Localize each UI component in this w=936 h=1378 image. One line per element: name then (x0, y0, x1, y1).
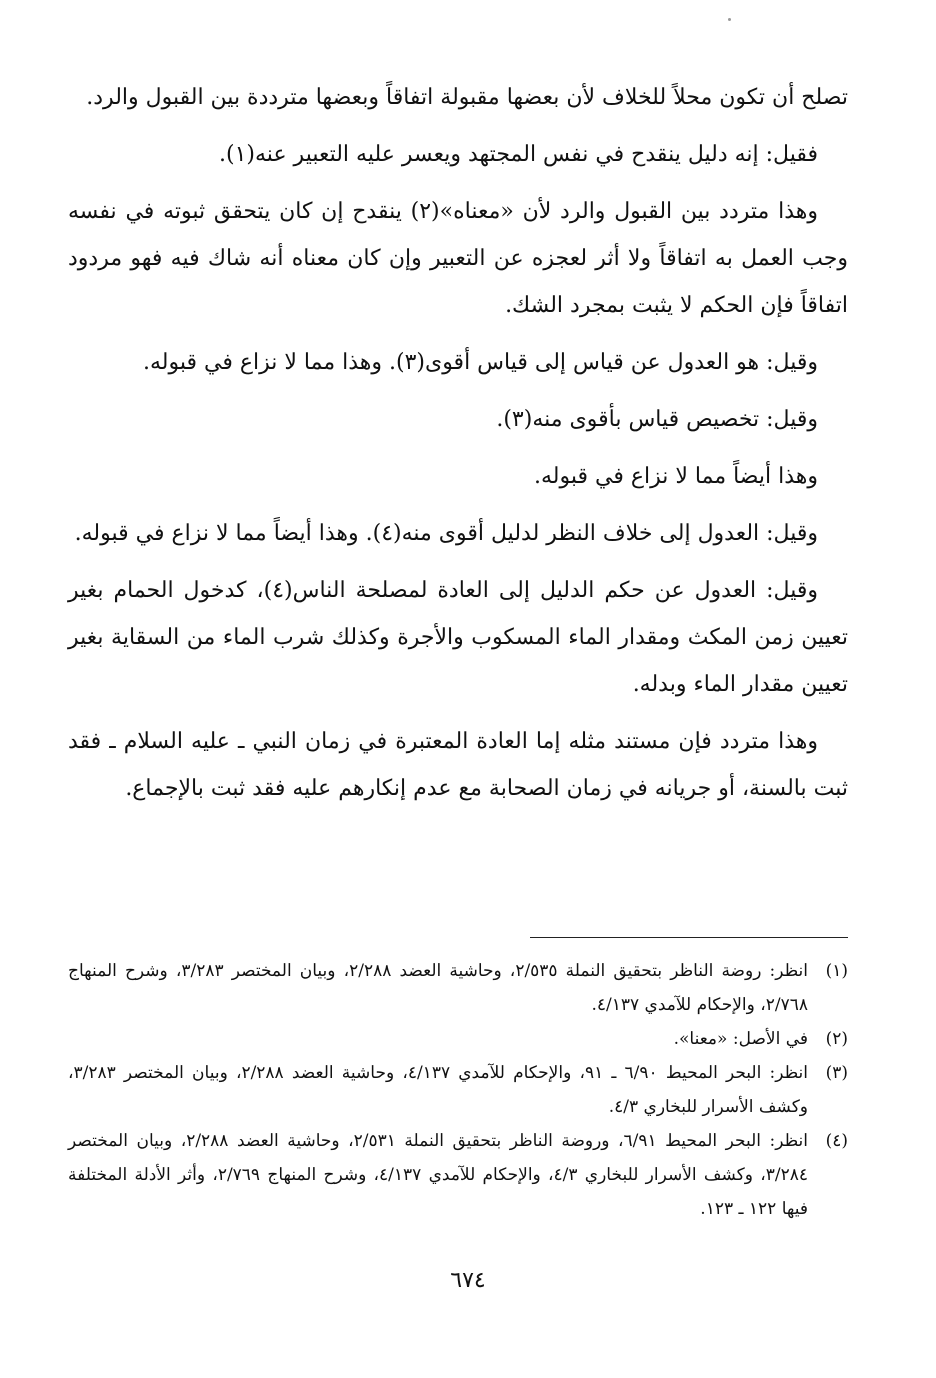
footnote-number: (٤) (825, 1131, 848, 1151)
footnote (68, 1056, 848, 1124)
paragraph-istihsan-definition-1: فقيل: إنه دليل ينقدح في نفس المجتهد ويعسر عليه التعبير عنه(١). (219, 142, 818, 167)
scan-speck (728, 18, 731, 21)
footnotes (68, 954, 848, 1226)
paragraph-continuation: تصلح أن تكون محلاً للخلاف لأن بعضها مقبولة اتفاقاً وبعضها مترددة بين القبول والرد. (86, 85, 848, 110)
footnote-number: (٣) (825, 1063, 848, 1083)
paragraph-istihsan-definition-5: وقيل: العدول عن حكم الدليل إلى العادة لمصلحة الناس(٤)، كدخول الحمام بغير تعيين زمن المكث ومقدار الماء المسكوب والأجرة وكذلك شرب الماء من السقاية بغير تعيين مقدار الماء وبدله. (68, 578, 848, 697)
footnote-text: انظر: روضة الناظر بتحقيق النملة ٢/٥٣٥، وحاشية العضد ٢/٢٨٨، وبيان المختصر ٣/٢٨٣، وشرح المنهاج ٢/٧٦٨، والإحكام للآمدي ٤/١٣٧. (68, 961, 809, 1015)
paragraph-critique-3: وهذا أيضاً مما لا نزاع في قبوله. (534, 464, 818, 489)
footnote (68, 954, 848, 1022)
page-number: ٦٧٤ (450, 1268, 486, 1293)
paragraph-critique-5: وهذا متردد فإن مستند مثله إما العادة المعتبرة في زمان النبي ـ عليه السلام ـ فقد ثبت بالسنة، أو جريانه في زمان الصحابة مع عدم إنكارهم عليه فقد ثبت بالإجماع. (68, 729, 848, 801)
paragraph-istihsan-definition-4: وقيل: العدول إلى خلاف النظر لدليل أقوى منه(٤). وهذا أيضاً مما لا نزاع في قبوله. (74, 521, 818, 546)
footnote-separator (530, 937, 848, 938)
paragraph-critique-1: وهذا متردد بين القبول والرد لأن «معناه»(٢) ينقدح إن كان يتحقق ثبوته في نفسه وجب العمل به اتفاقاً ولا أثر لعجزه عن التعبير وإن كان معناه أنه شاك فيه فهو مردود اتفاقاً فإن الحكم لا يثبت بمجرد الشك. (68, 199, 848, 318)
paragraph-istihsan-definition-3: وقيل: تخصيص قياس بأقوى منه(٣). (496, 407, 818, 432)
footnote (68, 1124, 848, 1226)
footnote-number: (٢) (825, 1029, 848, 1049)
main-text (68, 74, 848, 822)
footnote-text: في الأصل: «معنا». (673, 1029, 808, 1049)
footnote-text: انظر: البحر المحيط ٦/٩٠ ـ ٩١، والإحكام للآمدي ٤/١٣٧، وحاشية العضد ٢/٢٨٨، وبيان المختصر ٣/٢٨٣، وكشف الأسرار للبخاري ٤/٣. (68, 1063, 809, 1117)
footnote (68, 1022, 848, 1056)
paragraph-istihsan-definition-2: وقيل: هو العدول عن قياس إلى قياس أقوى(٣). وهذا مما لا نزاع في قبوله. (143, 350, 818, 375)
footnote-text: انظر: البحر المحيط ٦/٩١، وروضة الناظر بتحقيق النملة ٢/٥٣١، وحاشية العضد ٢/٢٨٨، وبيان المختصر ٣/٢٨٤، وكشف الأسرار للبخاري ٤/٣، والإحكام للآمدي ٤/١٣٧، وشرح المنهاج ٢/٧٦٩، وأثر الأدلة المختلفة فيها ١٢٢ ـ ١٢٣. (68, 1131, 809, 1219)
footnote-number: (١) (825, 961, 848, 981)
